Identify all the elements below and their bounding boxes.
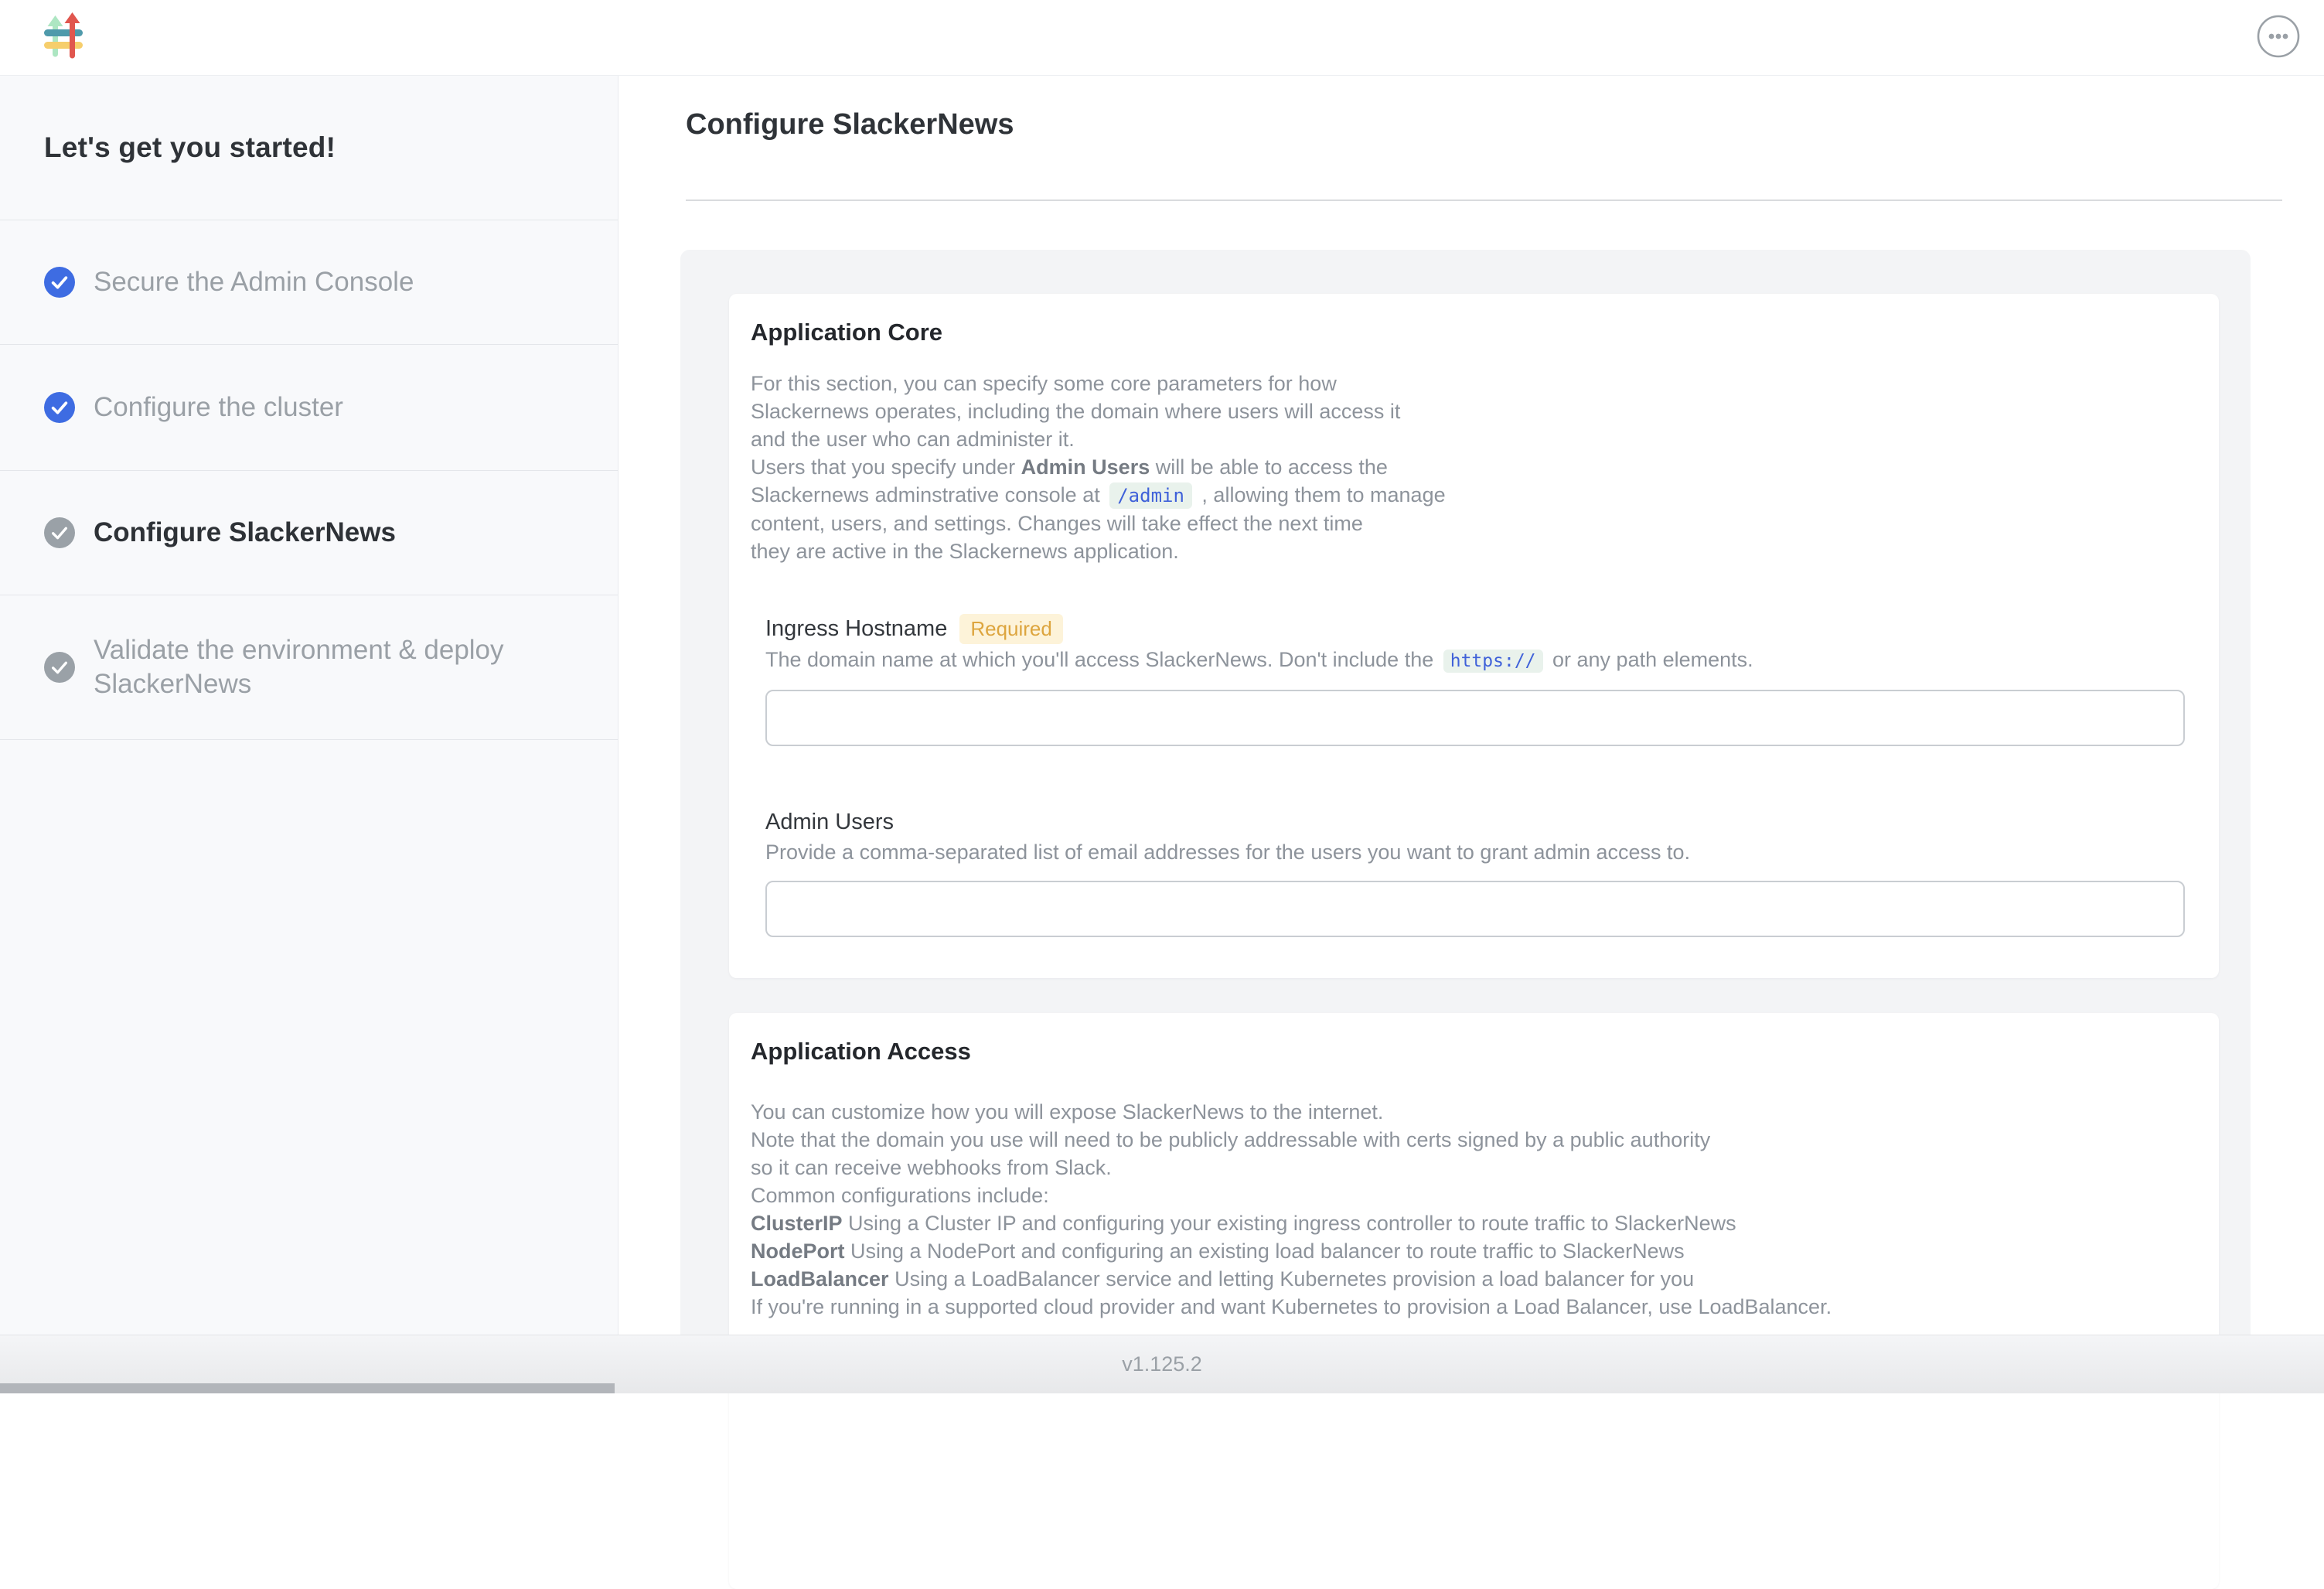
admin-users-field [765, 807, 2184, 937]
application-core-card [729, 294, 2219, 978]
top-header [0, 0, 2324, 76]
sidebar-title: Let's get you started! [44, 131, 336, 163]
setup-steps-sidebar [0, 76, 618, 1393]
sidebar-step-validate-deploy[interactable] [0, 595, 618, 740]
card-description: You can customize how you will expose SlackerNews to the internet. Note that the domain you use will need to be publicly addressable with certs signed by a public authority so it can receive webhooks from Slack. Common configurations include: ClusterIP Using a Cluster IP and configuring your existing ingress controller to route traffic to SlackerNews NodePort Using a NodePort and configuring an existing load balancer to route traffic to SlackerNews LoadBalancer Using a LoadBalancer service and letting Kubernetes provision a load balancer for you If you're running in a supported cloud provider and want Kubernetes to provision a Load Balancer, use LoadBalancer. [751, 1100, 1832, 1318]
config-panel [680, 250, 2251, 1393]
check-circle-pending-icon [44, 652, 75, 683]
card-title: Application Access [751, 1038, 971, 1065]
check-circle-icon [44, 267, 75, 298]
config-main-area [619, 76, 2324, 1393]
required-badge: Required [959, 614, 1063, 644]
step-label: Secure the Admin Console [94, 267, 414, 297]
ingress-hostname-input[interactable] [765, 690, 2185, 746]
ingress-hostname-field [765, 614, 2184, 746]
app-version: v1.125.2 [1122, 1352, 1202, 1376]
step-label: Configure SlackerNews [94, 517, 396, 547]
sidebar-step-secure-admin-console[interactable] [0, 220, 618, 345]
step-label: Validate the environment & deploy SlackerNews [94, 635, 504, 699]
check-circle-pending-icon [44, 517, 75, 548]
title-divider [686, 199, 2282, 201]
card-title: Application Core [751, 319, 943, 346]
bottom-edge-shadow [0, 1383, 615, 1393]
card-description: For this section, you can specify some core parameters for how Slackernews operates, including the domain where users will access it and the user who can administer it. Users that you specify under Admin Users will be able to access the Slackernews adminstrative console at /admin , allowing them to manage content, users, and settings. Changes will take effect the next time they are active in the Slackernews application. [751, 372, 1446, 563]
admin-users-help: Provide a comma-separated list of email addresses for the users you want to grant admin access to. [765, 840, 1691, 864]
sidebar-header [0, 76, 618, 220]
application-access-card [729, 1013, 2219, 1589]
ingress-hostname-help: The domain name at which you'll access SlackerNews. Don't include the https:// or any path elements. [765, 647, 1753, 671]
step-label: Configure the cluster [94, 392, 343, 422]
check-circle-icon [44, 392, 75, 423]
sidebar-step-configure-cluster[interactable] [0, 345, 618, 471]
sidebar-step-configure-slackernews[interactable] [0, 471, 618, 595]
more-options-button[interactable] [2256, 14, 2301, 59]
ingress-hostname-label: Ingress Hostname [765, 616, 948, 642]
ellipsis-icon [2256, 49, 2301, 61]
slackernews-logo-icon [44, 12, 84, 60]
admin-users-input[interactable] [765, 881, 2185, 937]
page-title: Configure SlackerNews [686, 108, 1014, 141]
admin-users-label: Admin Users [765, 809, 894, 834]
